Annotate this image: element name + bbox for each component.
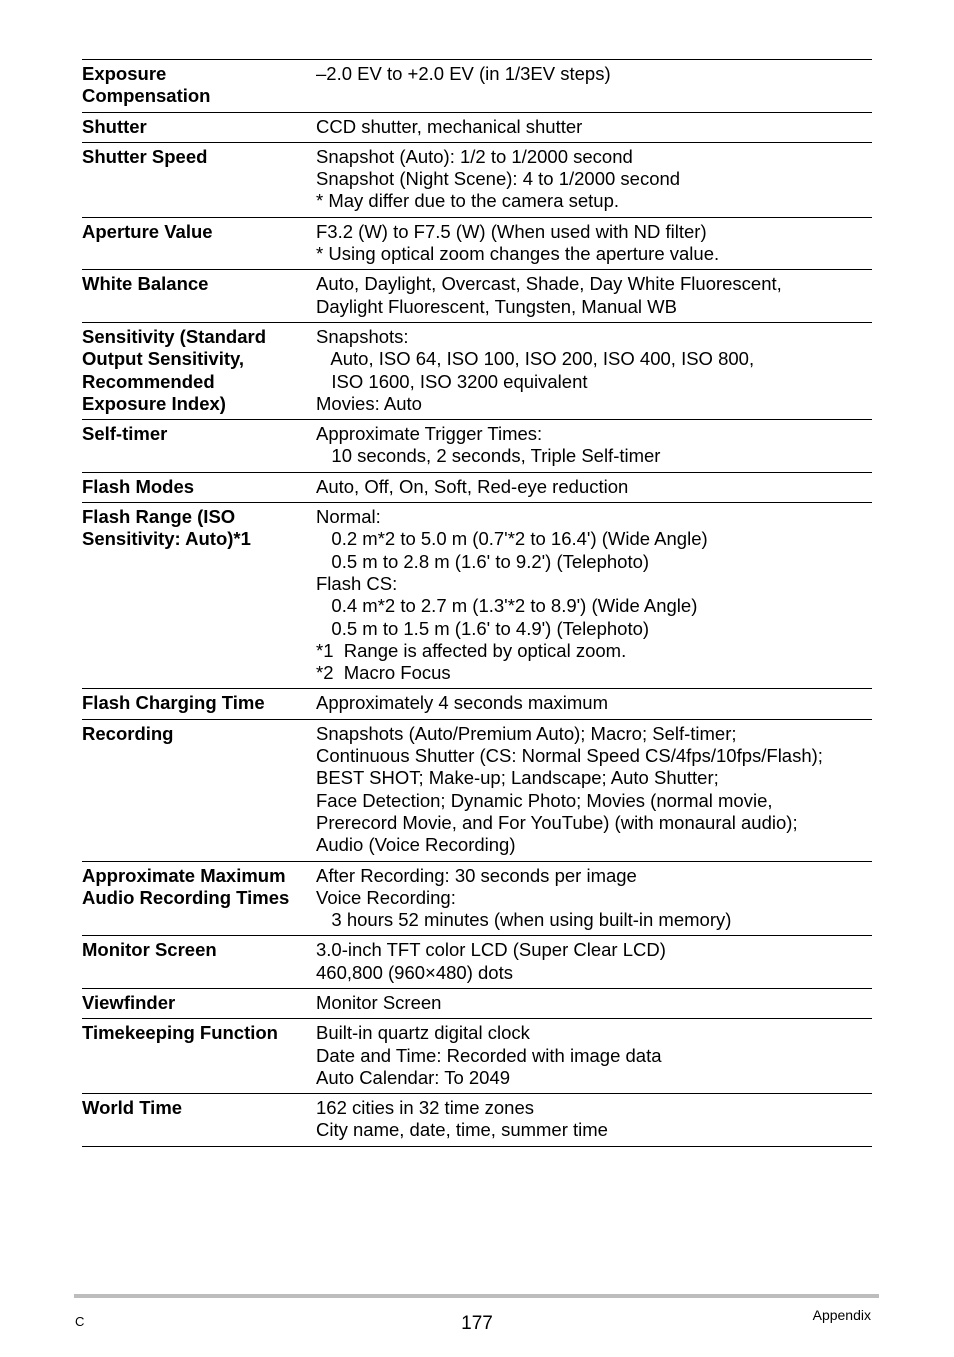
page-number: 177	[461, 1313, 493, 1334]
spec-row	[82, 1094, 872, 1147]
spec-row	[82, 719, 872, 861]
spec-row	[82, 112, 872, 142]
spec-row	[82, 689, 872, 719]
spec-row	[82, 60, 872, 113]
spec-value: –2.0 EV to +2.0 EV (in 1/3EV steps)	[316, 63, 611, 84]
spec-value: Built-in quartz digital clock Date and Time: Recorded with image data Auto Calendar: To 2049	[316, 1022, 662, 1088]
spec-label: Self-timer	[82, 423, 168, 445]
spec-value: Snapshot (Auto): 1/2 to 1/2000 second Snapshot (Night Scene): 4 to 1/2000 second * May differ due to the camera setup.	[316, 145, 681, 212]
spec-value: After Recording: 30 seconds per image Voice Recording: 3 hours 52 minutes (when using built-in memory)	[316, 864, 732, 931]
spec-value: Auto, Daylight, Overcast, Shade, Day White Fluorescent, Daylight Fluorescent, Tungsten, Manual WB	[316, 273, 782, 317]
spec-row	[82, 322, 872, 419]
spec-label: Flash Modes	[82, 475, 195, 497]
spec-label: Timekeeping Function	[82, 1022, 278, 1044]
spec-value: 162 cities in 32 time zones City name, date, time, summer time	[316, 1097, 608, 1141]
spec-label: Flash Charging Time	[82, 692, 265, 714]
spec-label: Exposure Compensation	[82, 63, 211, 107]
footer-left-mark: C	[75, 1314, 85, 1329]
spec-value: F3.2 (W) to F7.5 (W) (When used with ND filter) * Using optical zoom changes the aperture value.	[316, 220, 720, 265]
spec-label: Recording	[82, 722, 174, 744]
spec-label: Flash Range (ISO Sensitivity: Auto)*1	[82, 506, 251, 550]
spec-value: Snapshots (Auto/Premium Auto); Macro; Self-timer; Continuous Shutter (CS: Normal Speed CS/4fps/10fps/Flash); BEST SHOT; Make-up; Landscape; Auto Shutter; Face Detection; Dynamic Photo; Movies (normal movie, Prerecord Movie, and For YouTube) (with monaural audio); Audio (Voice Recording)	[316, 722, 823, 856]
spec-table	[82, 59, 872, 1147]
spec-row	[82, 503, 872, 689]
spec-value: Monitor Screen	[316, 991, 442, 1013]
spec-table-body	[82, 60, 872, 1147]
spec-label: Approximate Maximum Audio Recording Times	[82, 864, 290, 908]
spec-value: 3.0-inch TFT color LCD (Super Clear LCD) 460,800 (960×480) dots	[316, 939, 666, 983]
spec-row	[82, 472, 872, 502]
spec-label: Aperture Value	[82, 220, 213, 242]
spec-row	[82, 217, 872, 270]
spec-value: Normal: 0.2 m*2 to 5.0 m (0.7'*2 to 16.4') (Wide Angle) 0.5 m to 2.8 m (1.6' to 9.2') (Telephoto) Flash CS: 0.4 m*2 to 2.7 m (1.3'*2 to 8.9') (Wide Angle) 0.5 m to 1.5 m (1.6' to 4.9') (Telephoto) *1 Range is affected by optical zoom. *2 Macro Focus	[316, 506, 708, 684]
spec-row	[82, 988, 872, 1018]
spec-row	[82, 861, 872, 936]
spec-label: Sensitivity (Standard Output Sensitivity, Recommended Exposure Index)	[82, 325, 267, 414]
footer-section-title: Appendix	[812, 1307, 871, 1323]
spec-label: Viewfinder	[82, 991, 176, 1013]
spec-row	[82, 142, 872, 217]
spec-row	[82, 1019, 872, 1094]
spec-value: Auto, Off, On, Soft, Red-eye reduction	[316, 475, 629, 497]
spec-row	[82, 270, 872, 323]
spec-row	[82, 936, 872, 989]
spec-label: White Balance	[82, 273, 209, 295]
spec-value: Approximately 4 seconds maximum	[316, 692, 608, 714]
spec-label: World Time	[82, 1097, 183, 1119]
spec-value: CCD shutter, mechanical shutter	[316, 115, 583, 137]
spec-value: Snapshots: Auto, ISO 64, ISO 100, ISO 200, ISO 400, ISO 800, ISO 1600, ISO 3200 equivalent Movies: Auto	[316, 325, 755, 414]
footer-divider	[74, 1294, 879, 1298]
spec-row	[82, 420, 872, 473]
spec-value: Approximate Trigger Times: 10 seconds, 2 seconds, Triple Self-timer	[316, 423, 661, 467]
spec-label: Shutter Speed	[82, 145, 208, 167]
spec-label: Shutter	[82, 115, 147, 137]
spec-label: Monitor Screen	[82, 939, 217, 961]
